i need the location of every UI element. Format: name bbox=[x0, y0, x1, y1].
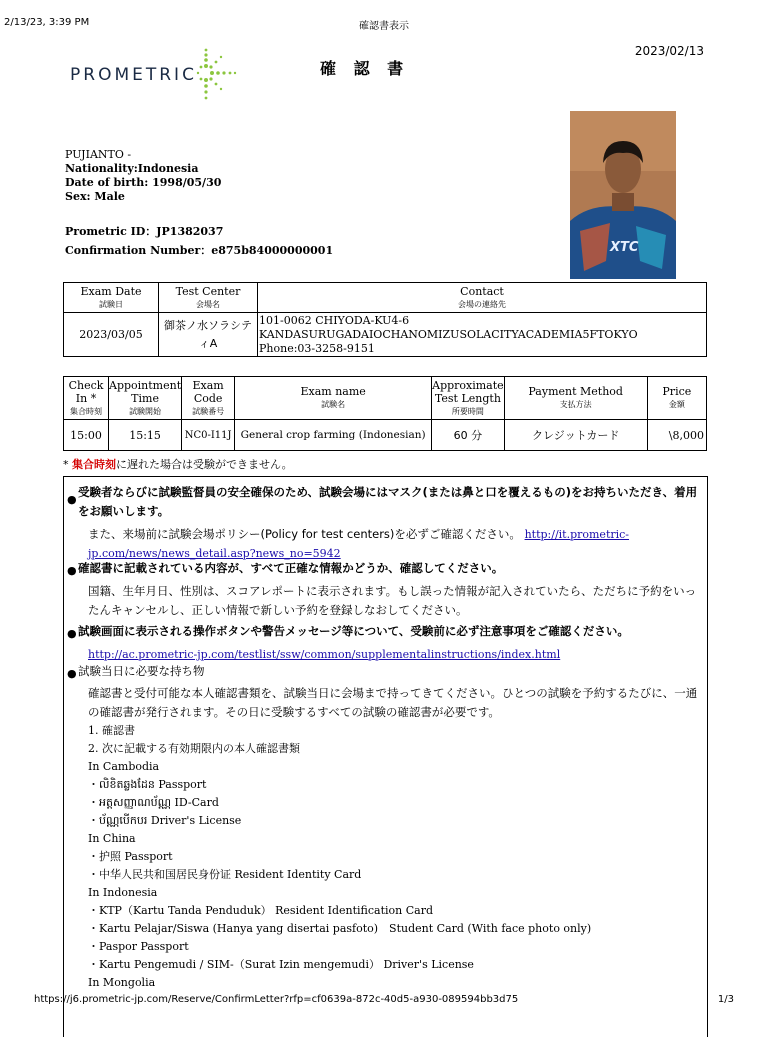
print-page-title: 確認書表示 bbox=[359, 21, 409, 32]
note-highlight: 集合時刻 bbox=[72, 458, 116, 471]
instruction-policy: また、来場前に試験会場ポリシー(Policy for test centers)を必ずご確認ください。 http://it.prometric-jp.com/news/news_detail.asp?news_no=5942 bbox=[88, 527, 630, 560]
header-test-length: Approximate Test Length 所要時間 bbox=[432, 377, 505, 420]
test-length-cell: 60 分 bbox=[432, 420, 505, 451]
candidate-photo bbox=[570, 111, 676, 279]
supplemental-instructions-link[interactable]: http://ac.prometric-jp.com/testlist/ssw/common/supplementalinstructions/index.html bbox=[88, 648, 561, 661]
exam-detail-table bbox=[63, 376, 707, 451]
check-in-cell: 15:00 bbox=[64, 420, 109, 451]
list-item: ・Paspor Passport bbox=[88, 940, 189, 953]
id-document-list bbox=[88, 722, 591, 992]
document-date: 2023/02/13 bbox=[634, 44, 704, 58]
header-contact: Contact 会場の連絡先 bbox=[258, 283, 707, 313]
contact-cell: 101-0062 CHIYODA-KU4-6 KANDASURUGADAIOCHANOMIZUSOLACITYACADEMIA5FTOKYO Phone:03-3258-9151 bbox=[258, 313, 707, 357]
header-exam-code: Exam Code 試験番号 bbox=[182, 377, 235, 420]
instructions-box bbox=[63, 476, 708, 1037]
candidate-dob: Date of birth: 1998/05/30 bbox=[65, 176, 222, 189]
bullet-icon: ● bbox=[67, 627, 77, 640]
check-in-note: * 集合時刻に遅れた場合は受験ができません。 bbox=[63, 458, 293, 471]
header-appointment-time: Appointment Time 試験開始 bbox=[109, 377, 182, 420]
table-header-row bbox=[64, 377, 707, 420]
table-row bbox=[64, 420, 707, 451]
header-test-center: Test Center 会場名 bbox=[159, 283, 258, 313]
candidate-sex: Sex: Male bbox=[65, 190, 125, 203]
instruction-screen-link-wrap bbox=[88, 643, 708, 664]
exam-venue-table bbox=[63, 282, 707, 357]
list-item: In Cambodia bbox=[88, 760, 160, 773]
instruction-verify: 確認書に記載されている内容が、すべて正確な情報かどうか、確認してください。 bbox=[78, 561, 504, 575]
header-payment-method: Payment Method 支払方法 bbox=[504, 377, 647, 420]
list-item: ・Kartu Pelajar/Siswa (Hanya yang disertai pasfoto) Student Card (With face photo only) bbox=[88, 922, 592, 935]
table-header-row bbox=[64, 283, 707, 313]
exam-name-cell: General crop farming (Indonesian) bbox=[235, 420, 432, 451]
list-item: ・Kartu Pengemudi / SIM-（Surat Izin mengemudi） Driver's License bbox=[88, 958, 474, 971]
instruction-verify-detail: 国籍、生年月日、性別は、スコアレポートに表示されます。もし誤った情報が記入されていたら、ただちに予約をいったんキャンセルし、正しい情報で新しい予約を登録しなおしてください。 bbox=[88, 584, 697, 617]
footer-page-number: 1/3 bbox=[717, 994, 734, 1005]
bullet-icon: ● bbox=[67, 564, 77, 577]
list-item: In Mongolia bbox=[88, 976, 156, 989]
footer-url: https://j6.prometric-jp.com/Reserve/ConfirmLetter?rfp=cf0639a-872c-40d5-a930-089594bb3d75 bbox=[34, 994, 519, 1005]
list-item: 1. 確認書 bbox=[88, 724, 135, 737]
bullet-icon: ● bbox=[67, 667, 77, 680]
bullet-icon: ● bbox=[67, 493, 77, 506]
candidate-info bbox=[65, 148, 221, 204]
list-item: In China bbox=[88, 832, 136, 845]
price-cell: \8,000 bbox=[647, 420, 706, 451]
list-item: ・KTP（Kartu Tanda Penduduk） Resident Identification Card bbox=[88, 904, 434, 917]
test-center-cell: 御茶ノ水ソラシティA bbox=[159, 313, 258, 357]
header-price: Price 金額 bbox=[647, 377, 706, 420]
header-exam-date: Exam Date 試験日 bbox=[64, 283, 159, 313]
candidate-nationality: Nationality:Indonesia bbox=[65, 162, 199, 175]
list-item: ・中华人民共和国居民身份证 Resident Identity Card bbox=[88, 868, 362, 881]
instruction-screen: 試験画面に表示される操作ボタンや警告メッセージ等について、受験前に必ず注意事項をご確認ください。 bbox=[78, 624, 629, 638]
print-datetime: 2/13/23, 3:39 PM bbox=[4, 17, 90, 28]
candidate-name: PUJIANTO - bbox=[65, 148, 132, 161]
exam-code-cell: NC0-I11J bbox=[182, 420, 235, 451]
document-title: 確 認 書 bbox=[320, 59, 410, 78]
list-item: ・ប័ណ្ណបើកបរ Driver's License bbox=[88, 814, 242, 827]
list-item: 2. 次に記載する有効期限内の本人確認書類 bbox=[88, 742, 300, 755]
appointment-time-cell: 15:15 bbox=[109, 420, 182, 451]
instruction-bring-detail: 確認書と受付可能な本人確認書類を、試験当日に会場まで持ってきてください。ひとつの試験を予約するたびに、一通の確認書が発行されます。その日に受験するすべての試験の確認書が必要です。 bbox=[88, 686, 698, 719]
svg-text:XTC: XTC bbox=[610, 240, 639, 255]
id-block bbox=[65, 222, 333, 260]
policy-link[interactable]: http://it.prometric-jp.com/news/news_detail.asp?news_no=5942 bbox=[88, 528, 630, 560]
instruction-bring: 試験当日に必要な持ち物 bbox=[78, 664, 205, 678]
table-row bbox=[64, 313, 707, 357]
list-item: ・លិខិតឆ្លងដែន Passport bbox=[88, 778, 207, 791]
confirmation-number: Confirmation Number：e875b84000000001 bbox=[65, 244, 334, 257]
list-item: ・护照 Passport bbox=[88, 850, 173, 863]
header-check-in: Check In * 集合時刻 bbox=[64, 377, 109, 420]
exam-date-cell: 2023/03/05 bbox=[64, 313, 159, 357]
payment-method-cell: クレジットカード bbox=[504, 420, 647, 451]
instruction-mask: 受験者ならびに試験監督員の安全確保のため、試験会場にはマスク(または鼻と口を覆えるもの)をお持ちいただき、着用をお願いします。 bbox=[78, 485, 698, 518]
list-item: In Indonesia bbox=[88, 886, 158, 899]
prometric-id: Prometric ID：JP1382037 bbox=[65, 225, 224, 238]
logo-wordmark: PROMETRIC bbox=[70, 65, 197, 85]
header-exam-name: Exam name 試験名 bbox=[235, 377, 432, 420]
list-item: ・អត្តសញ្ញាណប័ណ្ណ ID-Card bbox=[88, 796, 219, 809]
logo-burst-icon bbox=[194, 48, 238, 102]
